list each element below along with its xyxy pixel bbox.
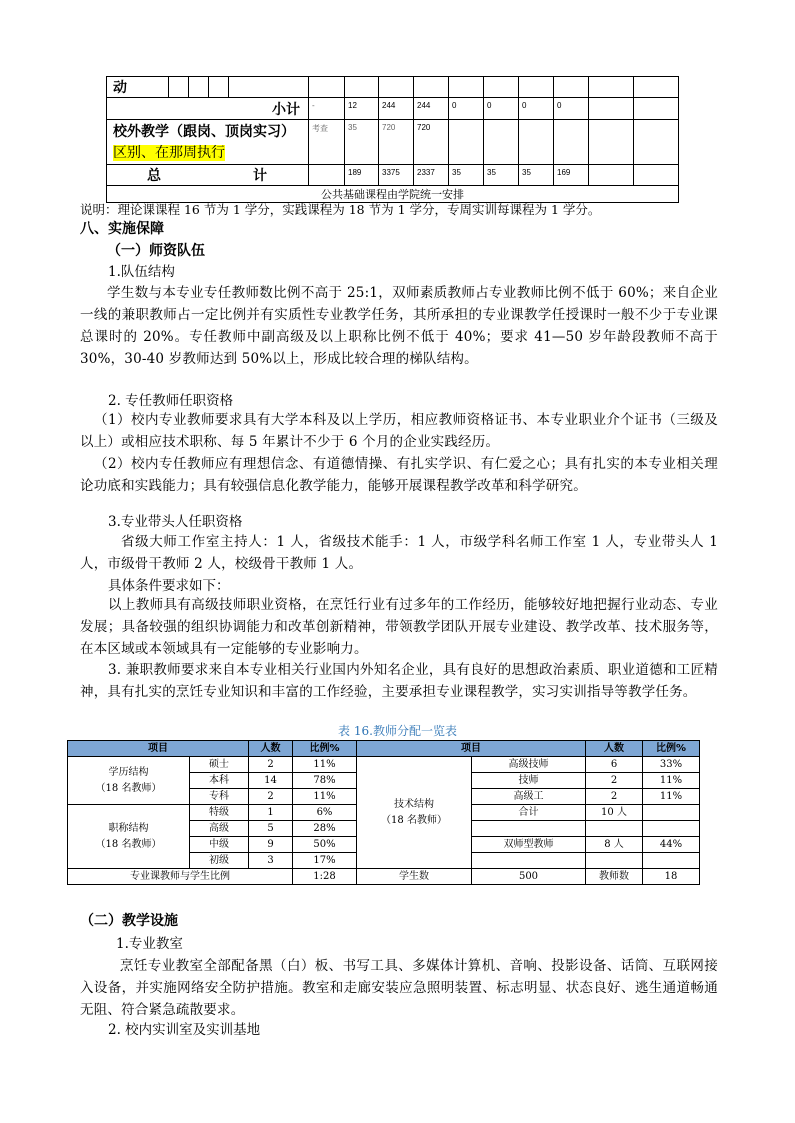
tech-sub: （18 名教师） bbox=[381, 814, 447, 826]
table-cell: 5 bbox=[249, 821, 293, 837]
tech-label: 技术结构 bbox=[394, 798, 434, 810]
dual-teacher-count: 8 人 bbox=[586, 837, 643, 853]
table-cell: 3375 bbox=[379, 165, 414, 186]
title-sub: （18 名教师） bbox=[95, 838, 162, 850]
table-cell: 高级 bbox=[190, 821, 249, 837]
table-cell: 35 bbox=[449, 165, 484, 186]
total-label-2: 计 bbox=[253, 168, 267, 184]
edu-structure-label bbox=[68, 757, 190, 805]
table-cell: 11% bbox=[293, 757, 357, 773]
table-cell: 35 bbox=[345, 120, 379, 165]
item-3-p3: 以上教师具有高级技师职业资格，在烹饪行业有过多年的工作经历，能够较好地把握行业动态、专业发展；具备较强的组织协调能力和改革创新精神，带领教学团队开展专业建设、教学改革、技术服务等，在本区域或本领域具有一定能够的专业影响力。 bbox=[80, 597, 718, 657]
table-footer: 公共基础课程由学院统一安排 bbox=[107, 186, 679, 203]
table-cell: 11% bbox=[643, 773, 700, 789]
item-2-p2: （2）校内专任教师应有理想信念、有道德情操、有扎实学识、有仁爱之心；具有扎实的本专业相关理论功底和实践能力；具有较强信息化教学能力，能够开展课程教学改革和科学研究。 bbox=[80, 456, 718, 494]
item-3-p2: 具体条件要求如下： bbox=[108, 578, 230, 594]
table-cell: 12 bbox=[345, 98, 379, 120]
total-label-1: 总 bbox=[147, 168, 161, 184]
table-cell: 技师 bbox=[472, 773, 586, 789]
row-label: 动 bbox=[107, 77, 169, 98]
table-cell: 33% bbox=[643, 757, 700, 773]
header-ratio-2: 比例% bbox=[643, 741, 700, 757]
table-cell: 6% bbox=[293, 805, 357, 821]
table-cell: 720 bbox=[414, 120, 449, 165]
table-cell: 专科 bbox=[190, 789, 249, 805]
header-count-2: 人数 bbox=[586, 741, 643, 757]
table-cell: 2 bbox=[586, 789, 643, 805]
table-cell: 0 bbox=[519, 98, 554, 120]
table-cell: 11% bbox=[643, 789, 700, 805]
table-cell: 本科 bbox=[190, 773, 249, 789]
table-cell: 硕士 bbox=[190, 757, 249, 773]
table-cell: 35 bbox=[519, 165, 554, 186]
ratio-label: 专业课教师与学生比例 bbox=[68, 869, 293, 885]
table-cell: 高级工 bbox=[472, 789, 586, 805]
table-cell: 17% bbox=[293, 853, 357, 869]
table-16-caption: 表 16.教师分配一览表 bbox=[338, 724, 457, 738]
table-cell: 3 bbox=[249, 853, 293, 869]
table-cell: - bbox=[309, 98, 345, 120]
total-count: 10 人 bbox=[586, 805, 643, 821]
table-cell: 0 bbox=[554, 98, 589, 120]
table-header-row bbox=[68, 741, 700, 757]
students-value: 500 bbox=[472, 869, 586, 885]
teacher-distribution-table bbox=[67, 740, 700, 885]
table-cell: 特级 bbox=[190, 805, 249, 821]
table-cell: 720 bbox=[379, 120, 414, 165]
table-cell: 0 bbox=[449, 98, 484, 120]
table-cell: 244 bbox=[414, 98, 449, 120]
facility-2-title: 2. 校内实训室及实训基地 bbox=[108, 1022, 261, 1038]
table-cell: 169 bbox=[554, 165, 589, 186]
curriculum-table bbox=[106, 76, 679, 203]
teachers-value: 18 bbox=[643, 869, 700, 885]
table-cell: 78% bbox=[293, 773, 357, 789]
ratio-value: 1:28 bbox=[293, 869, 357, 885]
total-row bbox=[107, 165, 679, 186]
edu-sub: （18 名教师） bbox=[95, 782, 162, 794]
note-text: 说明：理论课课程 16 节为 1 学分，实践课程为 18 节为 1 学分，专周实训每课程为 1 学分。 bbox=[80, 202, 601, 217]
item-2-title: 2. 专任教师任职资格 bbox=[108, 393, 234, 409]
item-2-p1: （1）校内专业教师要求具有大学本科及以上学历，相应教师资格证书、本专业职业介个证书（三级及以上）或相应技术职称、每 5 年累计不少于 6 个月的企业实践经历。 bbox=[80, 412, 718, 450]
table-cell: 高级技师 bbox=[472, 757, 586, 773]
subsection-1-title: （一）师资队伍 bbox=[107, 243, 205, 259]
total-label bbox=[107, 165, 309, 186]
item-1-text: 学生数与本专业专任教师数比例不高于 25:1，双师素质教师占专业教师比例不低于 60%；来自企业一线的兼职教师占一定比例并有实质性专业教学任务，其所承担的专业课教学任授课时一般不少于专业课总课时的 20%。专任教师中副高级及以上职称比例不低于 40%；要求 41—50 岁年龄段教师不高于 30%，30-40 岁教师达到 50%以上，形成比较合理的梯队结构。 bbox=[80, 285, 718, 367]
header-item: 项目 bbox=[68, 741, 249, 757]
table-cell: 189 bbox=[345, 165, 379, 186]
table-cell: 考查 bbox=[309, 120, 345, 165]
table-cell: 2 bbox=[586, 773, 643, 789]
facility-1-text: 烹饪专业教室全部配备黑（白）板、书写工具、多媒体计算机、音响、投影设备、话筒、互联网接入设备，并实施网络安全防护措施。教室和走廊安装应急照明装置、标志明显、状态良好、逃生通道畅通无阻、符合紧急疏散要求。 bbox=[80, 958, 718, 1018]
subsection-2-title: （二）教学设施 bbox=[80, 913, 178, 929]
table-cell: 1 bbox=[249, 805, 293, 821]
table-row bbox=[68, 869, 700, 885]
title-label: 职称结构 bbox=[108, 822, 149, 834]
item-3-title: 3.专业带头人任职资格 bbox=[108, 514, 243, 530]
header-count: 人数 bbox=[249, 741, 293, 757]
table-row bbox=[68, 757, 700, 773]
table-cell: 2 bbox=[249, 789, 293, 805]
offcampus-label bbox=[107, 120, 309, 165]
table-cell: 9 bbox=[249, 837, 293, 853]
table-cell: 2337 bbox=[414, 165, 449, 186]
edu-label: 学历结构 bbox=[108, 766, 149, 778]
item-3-p1: 省级大师工作室主持人：1 人，省级技术能手：1 人，市级学科名师工作室 1 人，专业带头人 1 人，市级骨干教师 2 人，校级骨干教师 1 人。 bbox=[80, 534, 718, 572]
table-cell: 28% bbox=[293, 821, 357, 837]
table-cell: 0 bbox=[484, 98, 519, 120]
table-cell: 中级 bbox=[190, 837, 249, 853]
subtotal-label: 小计 bbox=[107, 98, 309, 120]
table-cell: 35 bbox=[484, 165, 519, 186]
table-row bbox=[107, 77, 679, 98]
item-3-p4: 3. 兼职教师要求来自本专业相关行业国内外知名企业，具有良好的思想政治素质、职业道德和工匠精神，具有扎实的烹饪专业知识和丰富的工作经验，主要承担专业课程教学，实习实训指导等教学任务。 bbox=[80, 662, 718, 700]
teachers-label: 教师数 bbox=[586, 869, 643, 885]
table-cell: 6 bbox=[586, 757, 643, 773]
table-cell: 14 bbox=[249, 773, 293, 789]
subtotal-row bbox=[107, 98, 679, 120]
title-structure-label bbox=[68, 805, 190, 869]
table-cell: 244 bbox=[379, 98, 414, 120]
table-cell: 2 bbox=[249, 757, 293, 773]
item-1-title: 1.队伍结构 bbox=[108, 264, 175, 280]
tech-structure-label bbox=[357, 757, 472, 869]
header-ratio: 比例% bbox=[293, 741, 357, 757]
students-label: 学生数 bbox=[357, 869, 472, 885]
table-cell: 50% bbox=[293, 837, 357, 853]
table-cell: 初级 bbox=[190, 853, 249, 869]
offcampus-title: 校外教学（跟岗、顶岗实习） bbox=[113, 124, 295, 140]
dual-teacher-label: 双师型教师 bbox=[472, 837, 586, 853]
offcampus-note: 区别、在那周执行 bbox=[113, 145, 225, 161]
table-cell: 11% bbox=[293, 789, 357, 805]
facility-1-title: 1.专业教室 bbox=[116, 936, 183, 952]
section-8-title: 八、实施保障 bbox=[80, 221, 164, 237]
header-item-2: 项目 bbox=[357, 741, 586, 757]
total-label: 合计 bbox=[472, 805, 586, 821]
dual-teacher-ratio: 44% bbox=[643, 837, 700, 853]
offcampus-row bbox=[107, 120, 679, 165]
